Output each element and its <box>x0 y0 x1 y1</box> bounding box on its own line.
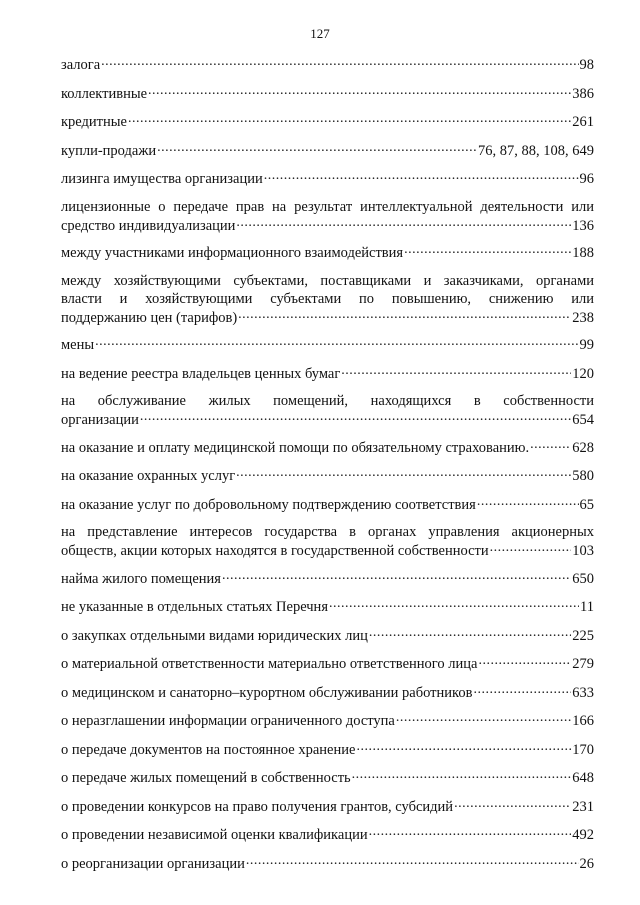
index-entry <box>61 626 594 645</box>
entry-row <box>61 438 594 456</box>
index-entry <box>61 84 594 103</box>
entry-term: кредитные <box>61 114 127 130</box>
entry-row <box>61 495 594 513</box>
dot-leader <box>264 169 579 183</box>
entry-page-ref: 170 <box>572 741 594 758</box>
entry-page-ref: 238 <box>572 309 594 326</box>
index-entry <box>61 438 594 457</box>
index-entry <box>61 198 594 234</box>
entry-row <box>61 216 594 234</box>
entry-term: на оказание охранных услуг <box>61 468 236 484</box>
entry-term: коллективные <box>61 85 148 102</box>
entry-term: на ведение реестра владельцев ценных бумаг <box>61 365 341 382</box>
dot-leader <box>329 597 579 611</box>
entry-text-line: на обслуживание жилых помещений, находящихся в собственности <box>61 393 594 409</box>
index-list <box>61 55 594 882</box>
index-entry <box>61 55 594 74</box>
entry-term: о передаче жилых помещений в собственность <box>61 770 351 786</box>
entry-page-ref: 492 <box>572 827 594 843</box>
dot-leader <box>396 711 571 725</box>
entry-text-line: на представление интересов государства в органах управления акционерных <box>61 524 594 540</box>
entry-page-ref: 98 <box>579 57 594 73</box>
dot-leader <box>157 141 477 155</box>
entry-page-ref: 633 <box>572 684 594 701</box>
entry-row <box>61 364 594 382</box>
entry-page-ref: 96 <box>579 171 594 187</box>
entry-text-line: лицензионные о передаче прав на результат интеллектуальной деятельности или <box>61 198 594 215</box>
entry-row <box>61 654 594 672</box>
entry-page-ref: 386 <box>572 85 594 102</box>
entry-term: средство индивидуализации <box>61 217 236 234</box>
entry-page-ref: 26 <box>579 855 594 872</box>
dot-leader <box>236 216 571 230</box>
dot-leader <box>352 768 572 782</box>
dot-leader <box>490 541 572 555</box>
entry-row <box>61 335 594 353</box>
entry-page-ref: 225 <box>572 627 594 644</box>
entry-row <box>61 466 594 484</box>
entry-term: организации <box>61 412 139 428</box>
dot-leader <box>477 495 579 509</box>
index-entry <box>61 825 594 844</box>
entry-page-ref: 654 <box>572 412 594 428</box>
index-entry <box>61 597 594 616</box>
page-number: 127 <box>310 26 330 41</box>
dot-leader <box>148 84 571 98</box>
entry-row <box>61 243 594 261</box>
entry-page-ref: 65 <box>579 496 594 513</box>
dot-leader <box>341 364 571 378</box>
dot-leader <box>140 410 571 424</box>
index-entry <box>61 711 594 730</box>
entry-text-line: власти и хозяйствующими субъектами по повышению, снижению или <box>61 290 594 307</box>
dot-leader <box>128 112 571 126</box>
entry-page-ref: 628 <box>572 439 594 456</box>
entry-row <box>61 825 594 843</box>
dot-leader <box>404 243 571 257</box>
entry-term: о медицинском и санаторно–курортном обслуживании работников <box>61 684 473 701</box>
entry-page-ref: 166 <box>572 713 594 729</box>
entry-row <box>61 626 594 644</box>
entry-page-ref: 188 <box>572 245 594 261</box>
entry-page-ref: 120 <box>572 365 594 382</box>
index-entry <box>61 141 594 160</box>
dot-leader <box>246 854 579 868</box>
entry-row <box>61 597 594 615</box>
entry-row <box>61 683 594 701</box>
entry-row <box>61 141 594 159</box>
entry-term: о передаче документов на постоянное хранение <box>61 741 356 758</box>
entry-term: поддержанию цен (тарифов) <box>61 309 238 326</box>
entry-page-ref: 136 <box>572 217 594 234</box>
entry-page-ref: 76, 87, 88, 108, 649 <box>478 142 594 159</box>
entry-term: купли-продажи <box>61 142 157 159</box>
index-entry <box>61 335 594 354</box>
entry-page-ref: 650 <box>572 570 594 587</box>
entry-term: найма жилого помещения <box>61 570 221 587</box>
index-entry <box>61 740 594 759</box>
entry-page-ref: 99 <box>579 337 594 353</box>
entry-row <box>61 797 594 815</box>
entry-term: обществ, акции которых находятся в государственной собственности <box>61 543 489 559</box>
entry-page-ref: 11 <box>580 599 594 615</box>
entry-term: залога <box>61 57 101 73</box>
entry-term: о материальной ответственности материально ответственного лица <box>61 656 478 672</box>
index-entry <box>61 495 594 514</box>
dot-leader <box>473 683 571 697</box>
entry-row <box>61 112 594 130</box>
index-entry <box>61 683 594 702</box>
entry-term: о проведении конкурсов на право получения грантов, субсидий <box>61 798 454 815</box>
entry-row <box>61 711 594 729</box>
index-entry <box>61 466 594 485</box>
entry-page-ref: 580 <box>572 468 594 484</box>
entry-page-ref: 648 <box>572 770 594 786</box>
index-entry <box>61 243 594 262</box>
entry-term: на оказание услуг по добровольному подтверждению соответствия <box>61 496 476 513</box>
entry-term: о неразглашении информации ограниченного доступа <box>61 713 395 729</box>
index-entry <box>61 112 594 131</box>
index-entry <box>61 654 594 673</box>
index-entry <box>61 797 594 816</box>
entry-page-ref: 103 <box>572 543 594 559</box>
entry-page-ref: 279 <box>572 656 594 672</box>
entry-page-ref: 261 <box>572 114 594 130</box>
index-entry <box>61 569 594 588</box>
entry-row <box>61 84 594 102</box>
dot-leader <box>454 797 571 811</box>
dot-leader <box>95 335 578 349</box>
entry-row <box>61 541 594 559</box>
entry-term: на оказание и оплату медицинской помощи по обязательному страхованию. <box>61 439 530 456</box>
dot-leader <box>238 308 571 322</box>
index-entry <box>61 169 594 188</box>
index-entry <box>61 392 594 428</box>
entry-term: между участниками информационного взаимодействия <box>61 245 404 261</box>
entry-row <box>61 768 594 786</box>
dot-leader <box>222 569 571 583</box>
entry-row <box>61 569 594 587</box>
entry-page-ref: 231 <box>572 798 594 815</box>
dot-leader <box>369 825 572 839</box>
entry-term: лизинга имущества организации <box>61 171 263 187</box>
entry-term: о реорганизации организации <box>61 855 245 872</box>
dot-leader <box>236 466 571 480</box>
index-entry <box>61 768 594 787</box>
entry-term: о закупках отдельными видами юридических лиц <box>61 627 368 644</box>
entry-row <box>61 410 594 428</box>
entry-row <box>61 854 594 872</box>
dot-leader <box>101 55 578 69</box>
index-entry <box>61 272 594 326</box>
entry-term: о проведении независимой оценки квалификации <box>61 827 368 843</box>
entry-row <box>61 169 594 187</box>
entry-term: мены <box>61 337 95 353</box>
entry-row <box>61 740 594 758</box>
entry-row <box>61 55 594 73</box>
dot-leader <box>369 626 571 640</box>
index-entry <box>61 854 594 873</box>
index-entry <box>61 364 594 383</box>
entry-row <box>61 308 594 326</box>
entry-term: не указанные в отдельных статьях Перечня <box>61 599 328 615</box>
dot-leader <box>356 740 571 754</box>
index-entry <box>61 523 594 559</box>
entry-text-line: между хозяйствующими субъектами, поставщиками и заказчиками, органами <box>61 272 594 289</box>
dot-leader <box>530 438 571 452</box>
dot-leader <box>478 654 571 668</box>
